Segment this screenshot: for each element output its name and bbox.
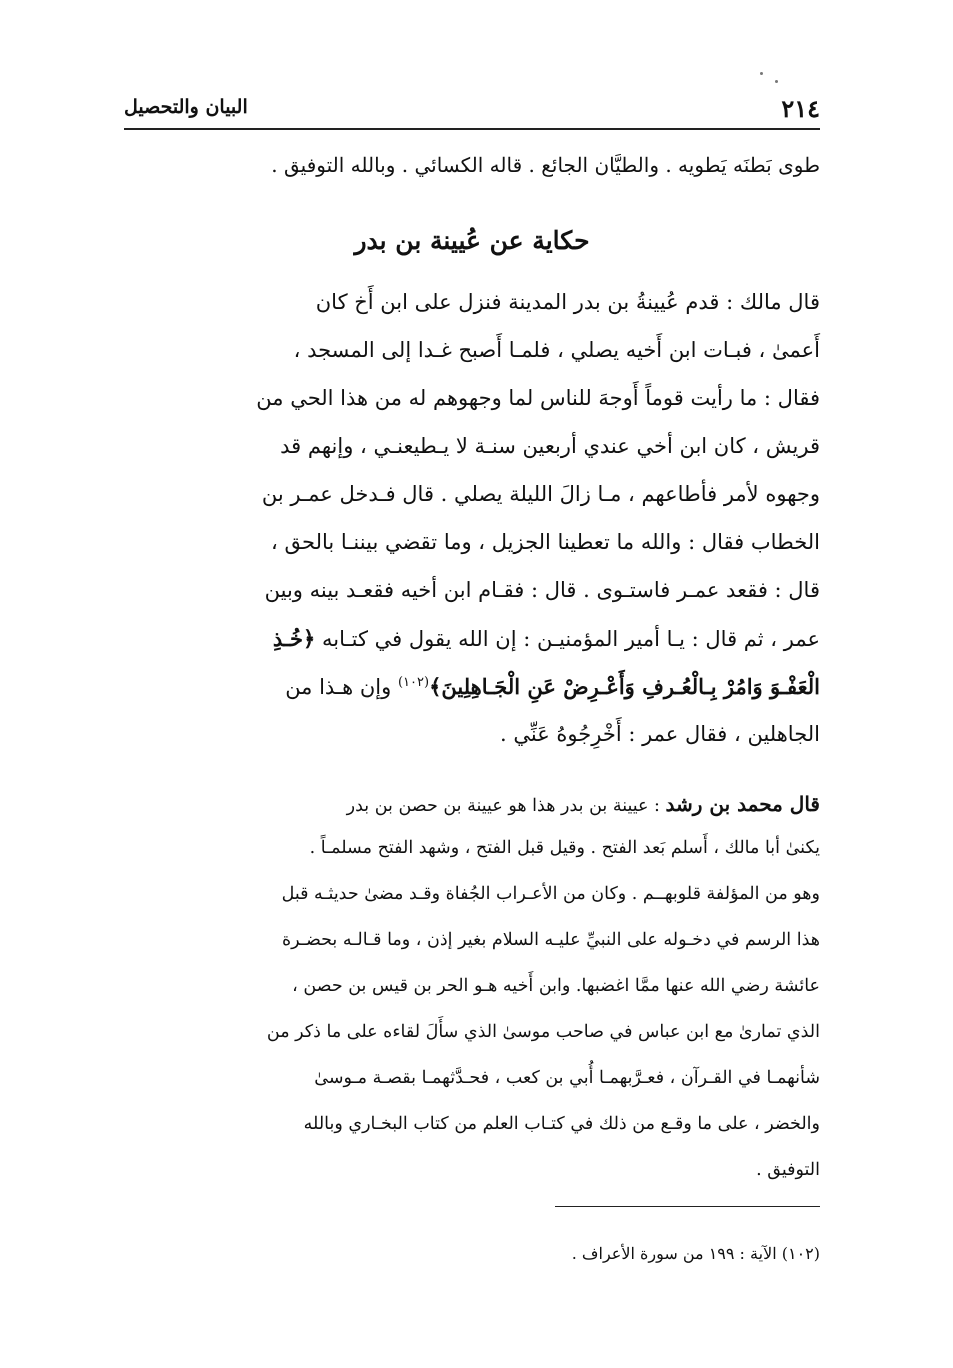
story-line: قال : فقعد عمـر فاستـوى . قال : فقـام ابن أخيه فقعـد بينه وبين: [264, 578, 820, 602]
footnote-reference: (١٠٢): [397, 675, 430, 690]
story-line: [273, 626, 820, 651]
commentary-line: يكنىٰ أبا مالك ، أَسلم بَعد الفتح . وقيل قبل الفتح ، وشهد الفتح مسلمـاً .: [309, 838, 820, 858]
quran-verse-start: ﴿خُـذِ: [272, 626, 316, 651]
commentary-line: التوفيق .: [756, 1160, 820, 1180]
commentary-line: وهو من المؤلفة قلوبهــم . وكان من الأعـراب الجُفاة وقـد مضىٰ حديثـه قبل: [281, 884, 820, 904]
story-line: قريش ، كان ابن أخي عندي أربعين سنـة لا يـطيعنـي ، وإنهم قد: [280, 434, 820, 458]
story-line: فقال : ما رأيت قوماً أَوجهَ للناس لما وجهوهم له من هذا الحي من: [256, 386, 820, 410]
footnote-divider: [555, 1206, 820, 1207]
footnote-text: (١٠٢) الآية : ١٩٩ من سورة الأعراف .: [571, 1244, 820, 1263]
section-heading: حكاية عن عُيينة بن بدر: [354, 226, 590, 255]
commentary-line: [347, 792, 820, 816]
book-title: البيان والتحصيل: [124, 96, 248, 118]
story-line: الخطاب فقال : والله ما تعطينا الجزيل ، وما تقضي بيننـا بالحق ،: [271, 530, 820, 554]
story-line: [285, 674, 820, 699]
commentary-line: والخضر ، على ما وقـع من ذلك في كتـاب العلم من كتاب البخـاري وبالله: [303, 1114, 820, 1134]
page-number: ٢١٤: [781, 94, 820, 123]
commentary-line: شأنهمـا في القـرآن ، فعـرَّبهمـا أُبي بن كعب ، فحـدَّثهمـا بقصـة مـوسىٰ: [314, 1068, 820, 1088]
story-line: أَعمىٰ ، فبـات ابن أَخيه يصلي ، فلمـا أَصبح غـدا إلى المسجد ،: [293, 338, 820, 362]
commentary-speaker: قال محمد بن رشد: [665, 792, 820, 816]
commentary-line: عائشة رضي الله عنها ممَّا اغضبها. وابن أَخيه هـو الحر بن قيس بن حصن ،: [292, 976, 820, 996]
quran-verse: الْعَفْـوَ وَامُرْ بِـالْعُـرفِ وَأَعْـرِضْ عَنِ الْجَـاهِلِينَ﴾: [429, 674, 820, 699]
story-line-text: عمر ، ثم قال : يـا أمير المؤمنيـن : إن الله يقول في كتـابه: [322, 627, 820, 651]
story-line: الجاهلين ، فقال عمر : أَخْرِجُوهُ عَنِّي .: [500, 722, 820, 746]
scan-speck: [775, 80, 778, 83]
scan-speck: [760, 72, 763, 75]
story-line-text: وإن هـذا من: [285, 675, 392, 699]
story-line: وجهوه لأمر فأطاعهم ، مـا زالَ الليلة يصلي . قال فـدخل عمـر بن: [261, 482, 820, 506]
story-line: قال مالك : قدم عُيينةُ بن بدر المدينة فنزل على ابن أَخ كان: [315, 290, 820, 314]
running-header: [124, 92, 820, 130]
commentary-line: هذا الرسم في دخـوله على النبيِّ عليـه السلام بغير إذن ، وما قـالـه بحضـرة: [282, 930, 820, 950]
commentary-text: : عيينة بن بدر هذا هو عيينة بن حصن بن بدر: [346, 796, 660, 816]
commentary-line: الذي تمارىٰ مع ابن عباس في صاحب موسىٰ الذي سأَلَ لقاءه على ما ذكر من: [266, 1022, 820, 1042]
intro-line: طوى بَطنَه يَطويه . والطيَّان الجائع . قاله الكسائي . وبالله التوفيق .: [271, 153, 820, 177]
